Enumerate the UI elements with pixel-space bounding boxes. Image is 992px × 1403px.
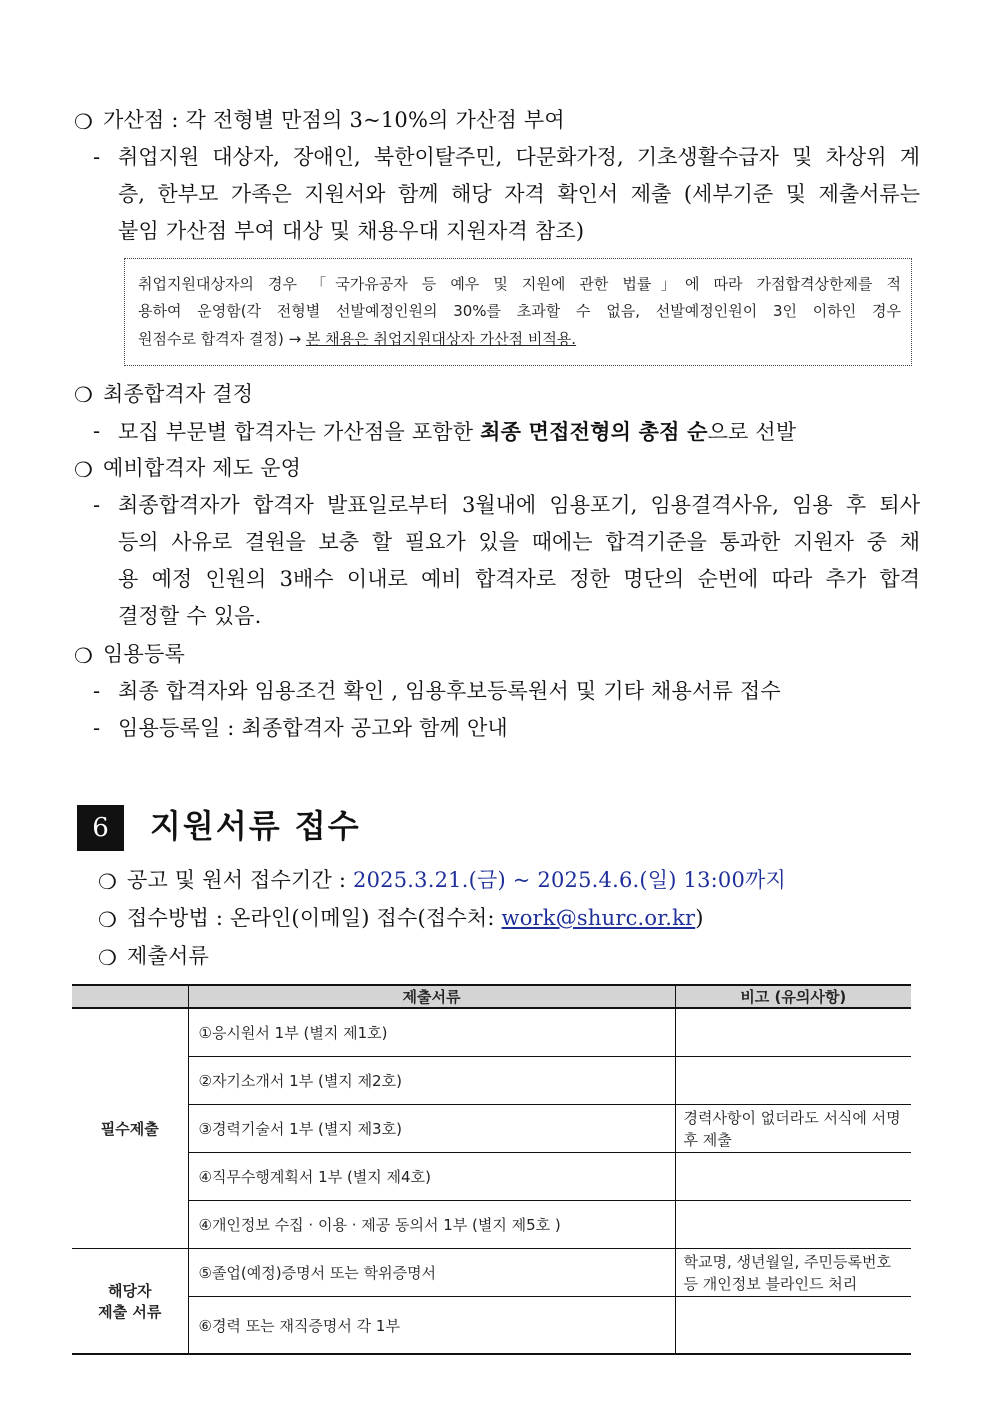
document-note: 경력사항이 없더라도 서식에 서명 후 제출 <box>675 1105 911 1153</box>
document-item: ⑤졸업(예정)증명서 또는 학위증명서 <box>188 1249 675 1297</box>
dash-marker: - <box>93 716 101 740</box>
category-if-applicable <box>72 1249 188 1355</box>
method-close: ) <box>695 906 704 930</box>
section-title: 지원서류 접수 <box>150 807 361 845</box>
dash-marker: - <box>93 493 101 517</box>
notice-line-3-plain: 원점수로 합격자 결정) → <box>138 330 306 348</box>
table-row <box>72 1201 911 1249</box>
table-row <box>72 1249 911 1297</box>
document-note <box>675 1297 911 1355</box>
reserve-heading: 예비합격자 제도 운영 <box>103 456 302 480</box>
final-selection-bold: 최종 면접전형의 총점 순 <box>480 419 708 444</box>
document-item: ②자기소개서 1부 (별지 제2호) <box>188 1057 675 1105</box>
appointment-detail-2: 임용등록일 : 최종합격자 공고와 함께 안내 <box>118 716 508 740</box>
final-selection-pre: 모집 부문별 합격자는 가산점을 포함한 <box>118 420 481 444</box>
bullet-icon: ❍ <box>98 870 117 894</box>
notice-line-1: 취업지원대상자의 경우 「국가유공자 등 예우 및 지원에 관한 법률」에 따라 가점합격상한제를 적 <box>138 275 901 293</box>
final-selection-post: 으로 선발 <box>707 420 797 444</box>
document-item: ④직무수행계획서 1부 (별지 제4호) <box>188 1153 675 1201</box>
period-label: 공고 및 원서 접수기간 : <box>127 868 354 892</box>
header-documents: 제출서류 <box>188 985 675 1008</box>
document-item: ①응시원서 1부 (별지 제1호) <box>188 1008 675 1057</box>
application-method <box>127 900 704 937</box>
period-value: 2025.3.21.(금) ~ 2025.4.6.(일) 13:00까지 <box>353 868 787 892</box>
bullet-icon: ❍ <box>74 110 93 134</box>
application-period <box>127 862 786 899</box>
table-row <box>72 1153 911 1201</box>
bullet-icon: ❍ <box>98 908 117 932</box>
bonus-points-line-1: 취업지원 대상자, 장애인, 북한이탈주민, 다문화가정, 기초생활수급자 및 차상위 계 <box>118 145 920 169</box>
veteran-notice-box <box>124 258 912 366</box>
table-row <box>72 1105 911 1153</box>
document-note <box>675 1201 911 1249</box>
final-selection-heading: 최종합격자 결정 <box>103 382 254 406</box>
email-link[interactable]: work@shurc.or.kr <box>501 906 696 930</box>
table-header-row <box>72 985 911 1008</box>
bonus-points-line-3: 붙임 가산점 부여 대상 및 채용우대 지원자격 참조) <box>118 219 585 243</box>
bullet-icon: ❍ <box>74 383 93 407</box>
document-item: ③경력기술서 1부 (별지 제3호) <box>188 1105 675 1153</box>
required-docs-heading: 제출서류 <box>127 944 209 968</box>
document-item: ⑥경력 또는 재직증명서 각 1부 <box>188 1297 675 1355</box>
document-note: 학교명, 생년월일, 주민등록번호 등 개인정보 블라인드 처리 <box>675 1249 911 1297</box>
bullet-icon: ❍ <box>74 644 93 668</box>
category-line-1: 해당자 <box>108 1282 152 1300</box>
required-documents-table <box>72 984 911 1355</box>
notice-not-applicable: 본 채용은 취업지원대상자 가산점 비적용. <box>305 330 577 348</box>
document-note <box>675 1153 911 1201</box>
document-note <box>675 1008 911 1057</box>
bonus-points-heading: 가산점 : 각 전형별 만점의 3~10%의 가산점 부여 <box>103 108 565 132</box>
appointment-heading: 임용등록 <box>103 642 185 666</box>
notice-line-3 <box>138 329 901 349</box>
method-label: 접수방법 : 온라인(이메일) 접수(접수처: <box>127 906 502 930</box>
reserve-line-4: 결정할 수 있음. <box>118 604 262 628</box>
notice-line-2: 용하여 운영함(각 전형별 선발예정인원의 30%를 초과할 수 없음, 선발예정인원이 3인 이하인 경우 <box>138 302 901 320</box>
reserve-line-3: 용 예정 인원의 3배수 이내로 예비 합격자로 정한 명단의 순번에 따라 추가 합격 <box>118 567 920 591</box>
reserve-line-1: 최종합격자가 합격자 발표일로부터 3월내에 임용포기, 임용결격사유, 임용 후 퇴사 <box>118 493 920 517</box>
bullet-icon: ❍ <box>98 946 117 970</box>
document-note <box>675 1057 911 1105</box>
header-category <box>72 985 188 1008</box>
table-row <box>72 1008 911 1057</box>
table-row <box>72 1297 911 1355</box>
appointment-detail-1: 최종 합격자와 임용조건 확인 , 임용후보등록원서 및 기타 채용서류 접수 <box>118 679 781 703</box>
section-number-badge: 6 <box>77 805 124 851</box>
document-item: ④개인정보 수집 · 이용 · 제공 동의서 1부 (별지 제5호 ) <box>188 1201 675 1249</box>
bonus-points-line-2: 층, 한부모 가족은 지원서와 함께 해당 자격 확인서 제출 (세부기준 및 제출서류는 <box>118 182 920 206</box>
dash-marker: - <box>93 145 101 169</box>
final-selection-detail <box>118 413 796 451</box>
category-mandatory: 필수제출 <box>72 1008 188 1249</box>
header-remarks: 비고 (유의사항) <box>675 985 911 1008</box>
dash-marker: - <box>93 679 101 703</box>
bullet-icon: ❍ <box>74 458 93 482</box>
table-row <box>72 1057 911 1105</box>
category-line-2: 제출 서류 <box>98 1303 162 1321</box>
reserve-line-2: 등의 사유로 결원을 보충 할 필요가 있을 때에는 합격기준을 통과한 지원자 중 채 <box>118 530 920 554</box>
dash-marker: - <box>93 419 101 443</box>
